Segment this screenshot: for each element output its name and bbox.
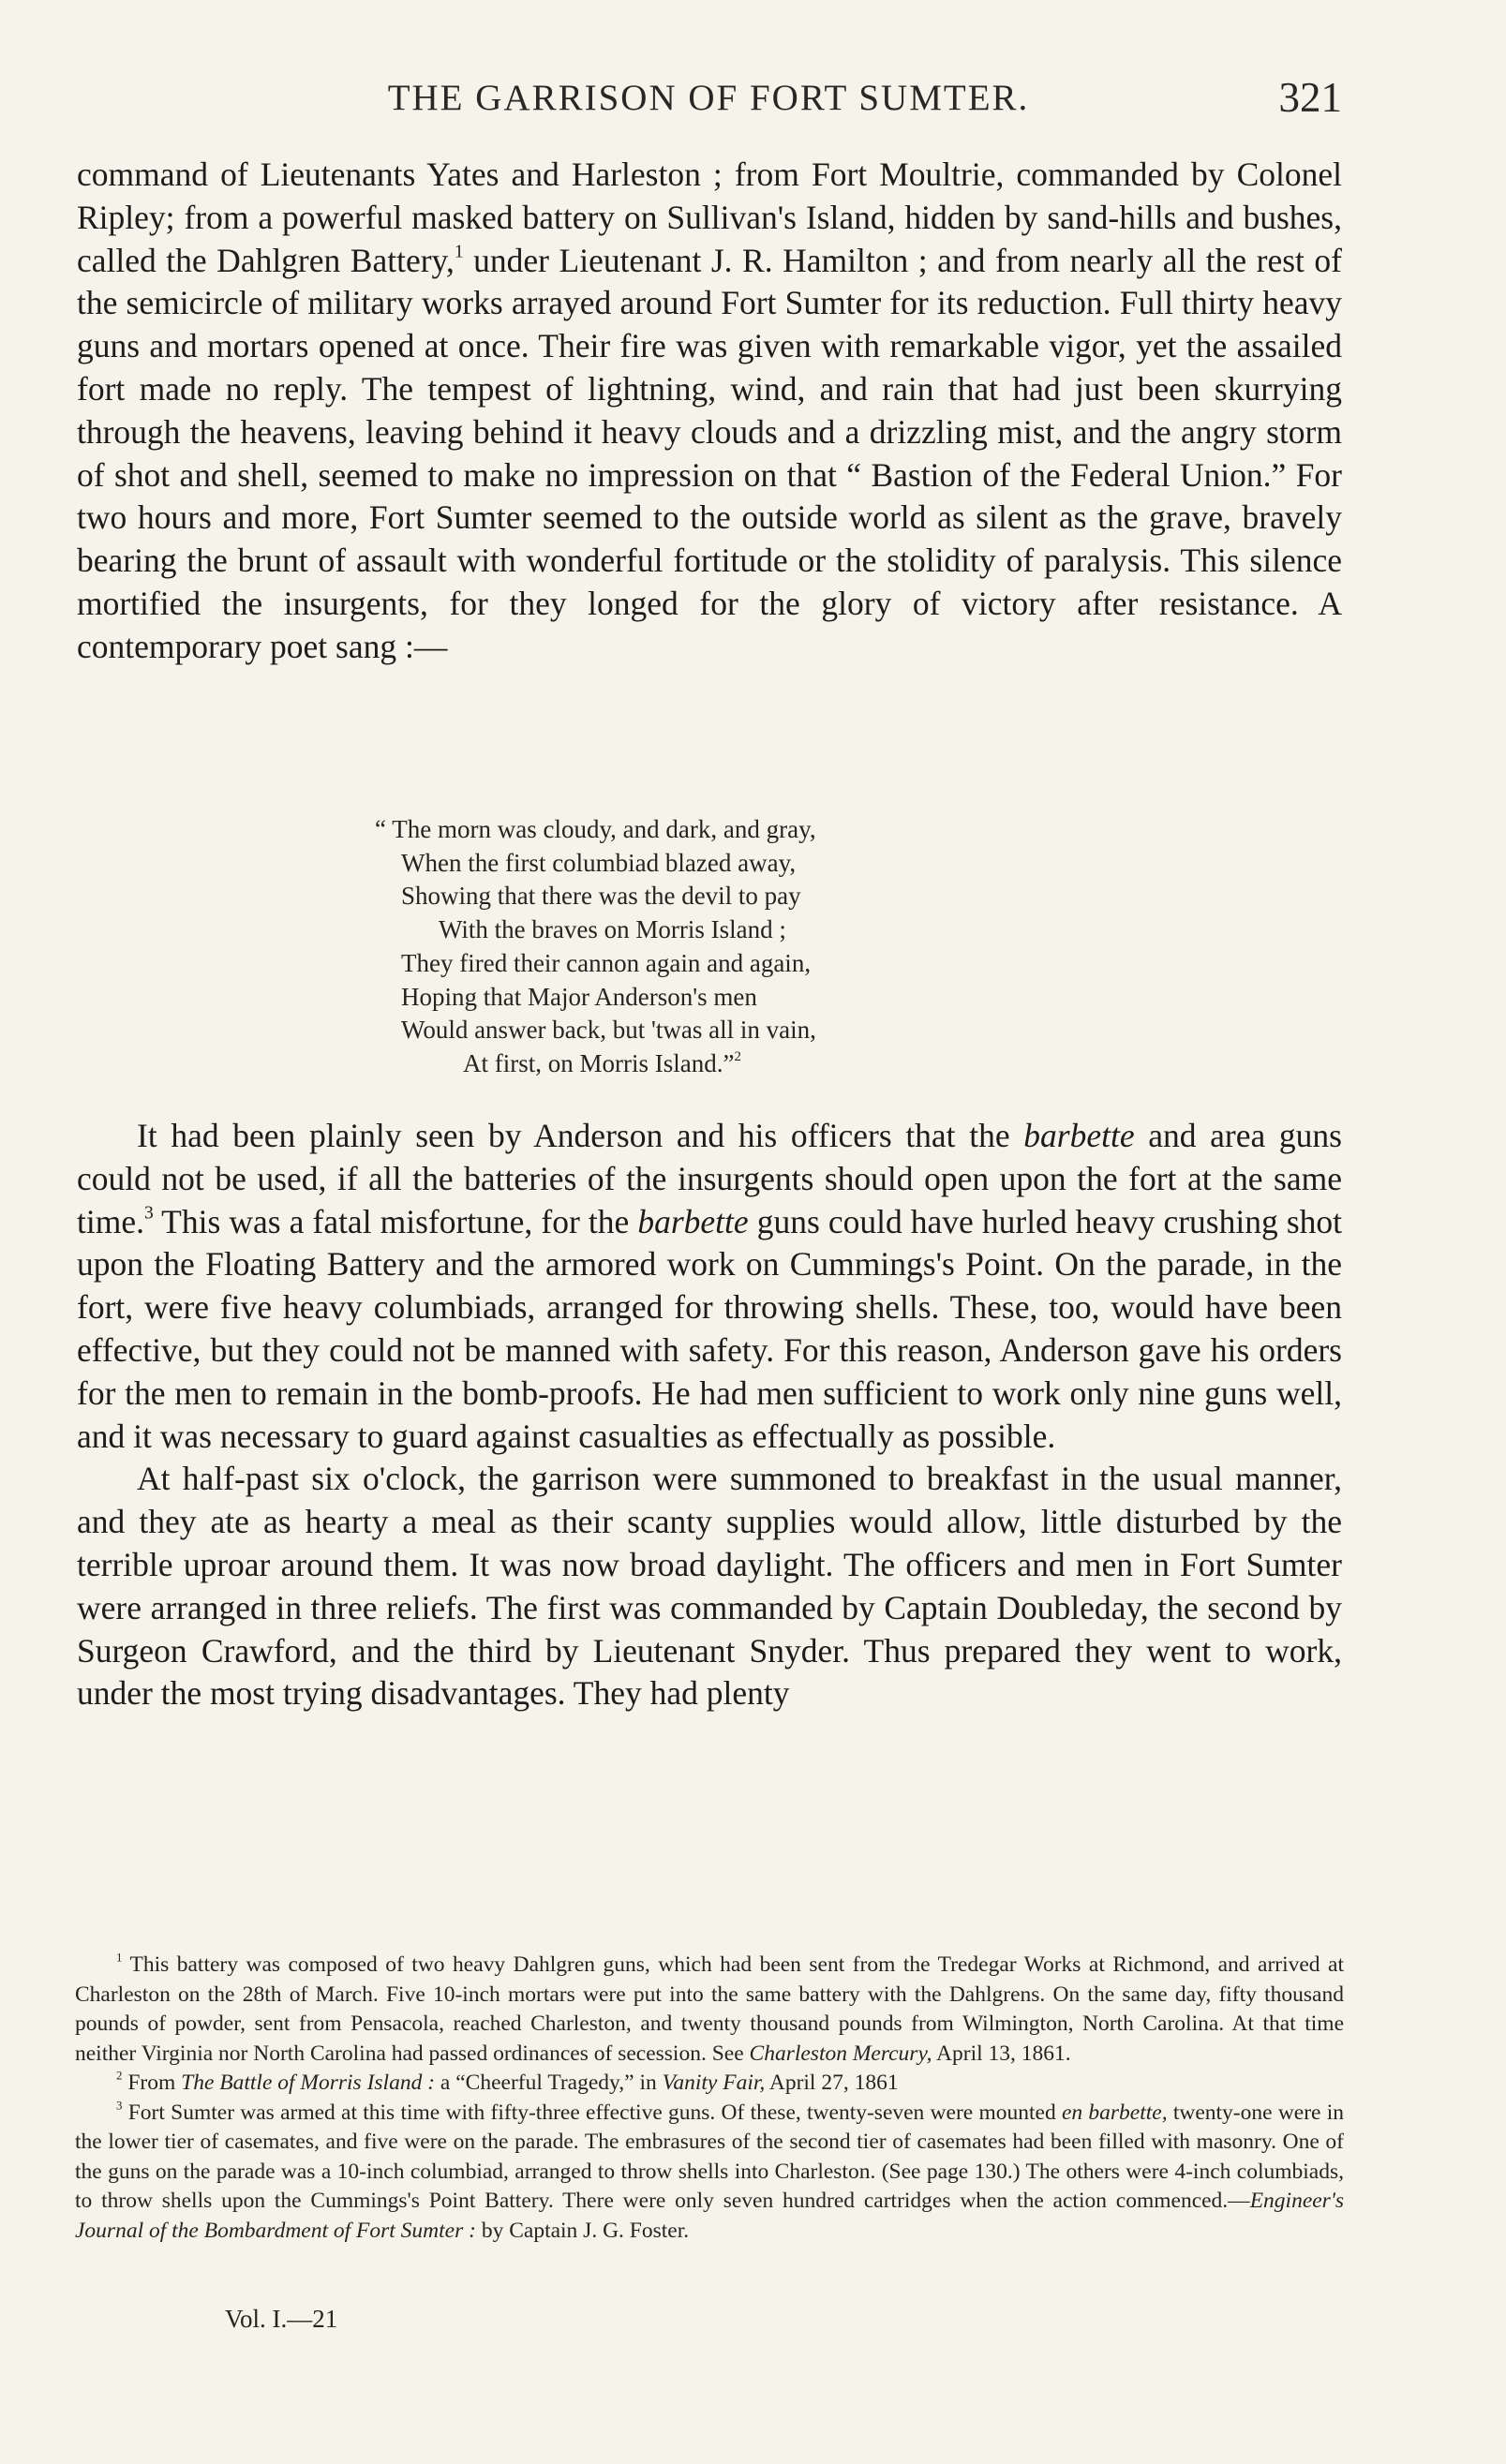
paragraph-text: and area guns could not be used, if all the batteries of the insurgents should open upon the fort at the same time. [77, 1117, 1342, 1240]
page-number: 321 [1278, 74, 1342, 121]
body-paragraph-1 [77, 154, 1342, 669]
footnote-number: 3 [116, 2098, 123, 2113]
footnotes [75, 1951, 1344, 2246]
poem-line: Would answer back, but 'twas all in vain, [401, 1016, 816, 1045]
italic-term: barbette [1023, 1117, 1135, 1154]
footnote-3 [75, 2099, 1344, 2247]
paragraph-text: under Lieutenant J. R. Hamilton ; and from nearly all the rest of the semicircle of military works arrayed around Fort Sumter for its reduction. Full thirty heavy guns and mortars opened at once. Their fire was given with remarkable vigor, yet the assailed fort made no reply. The tempest of lightning, wind, and rain that had just been skurrying through the heavens, leaving behind it heavy clouds and a drizzling mist, and the angry storm of shot and shell, seemed to make no impression on that “ Bastion of the Federal Union.” For two hours and more, Fort Sumter seemed to the outside world as silent as the grave, bravely bearing the brunt of assault with wonderful fortitude or the stolidity of paralysis. This silence mortified the insurgents, for they longed for the glory of victory after resistance. A contemporary poet sang :— [77, 241, 1342, 665]
footnote-text: Fort Sumter was armed at this time with fifty-three effective guns. Of these, twenty-seven were mounted [122, 2100, 1062, 2125]
body-paragraphs-2-3 [77, 1115, 1342, 1715]
paragraph-text: command of Lieutenants Yates and Harleston ; from Fort Moultrie, commanded by Colonel Ripley; from a powerful masked battery on Sullivan's Island, hidden by sand-hills and bushes, called the Dahlgren Battery, [77, 156, 1342, 279]
footnote-italic: The Battle of Morris Island : [181, 2071, 436, 2095]
poem-line: At first, on Morris Island.” [463, 1048, 735, 1077]
paragraph-text: guns could have hurled heavy crushing shot upon the Floating Battery and the armored work on Cummings's Point. On the parade, in the fort, were five heavy columbiads, arranged for throwing shells. These, too, would have been effective, but they could not be manned with safety. For this reason, Anderson gave his orders for the men to remain in the bomb-proofs. He had men sufficient to work only nine guns well, and it was necessary to guard against casualties as effectually as possible. [77, 1202, 1342, 1455]
signature-mark: Vol. I.—21 [225, 2305, 338, 2333]
running-header [75, 74, 1342, 133]
footnote-italic: Vanity Fair, [662, 2071, 766, 2095]
paragraph-text: It had been plainly seen by Anderson and his officers that the [137, 1117, 1024, 1154]
running-title: THE GARRISON OF FORT SUMTER. [387, 78, 1030, 118]
footnote-italic: Charleston Mercury, [749, 2041, 932, 2066]
footnote-number: 1 [116, 1950, 123, 1965]
italic-term: barbette [637, 1202, 749, 1240]
footnote-text: April 27, 1861 [765, 2071, 899, 2095]
footnote-text: This battery was composed of two heavy Dahlgren guns, which had been sent from the Tredegar Works at Richmond, and arrived at Charleston on the 28th of March. Five 10-inch mortars were put into the same battery with the Dahlgrens. On the same day, fifty thousand pounds of powder, sent from Pensacola, reached Charleston, and twenty thousand pounds from Wilmington, North Carolina. At that time neither Virginia nor North Carolina had passed ordinances of secession. See [75, 1952, 1344, 2066]
poem-line: They fired their cannon again and again, [401, 948, 812, 977]
footnote-1 [75, 1951, 1344, 2069]
footnote-text: twenty-one were in the lower tier of casemates, and five were on the parade. The embrasures of the second tier of casemates had been filled with masonry. One of the guns on the parade was a 10-inch columbiad, arranged to throw shells into Charleston. (See page 130.) The others were 4-inch columbiads, to throw shells upon the Cummings's Point Battery. There were only seven hundred cartridges when the action commenced.— [75, 2100, 1345, 2213]
footnote-text: by Captain J. G. Foster. [475, 2218, 690, 2243]
footnote-italic: en barbette, [1061, 2100, 1168, 2125]
body-paragraph-2 [77, 1115, 1342, 1458]
footnote-ref-3: 3 [143, 1202, 154, 1223]
poem-line: “ The morn was cloudy, and dark, and gray, [375, 815, 816, 843]
poem-line: Hoping that Major Anderson's men [401, 982, 757, 1011]
footnote-text: From [122, 2071, 182, 2095]
body-paragraph-3: At half-past six o'clock, the garrison were summoned to breakfast in the usual manner, and they ate as hearty a meal as their scanty supplies would allow, little disturbed by the terrible uproar around them. It was now broad daylight. The officers and men in Fort Sumter were arranged in three reliefs. The first was commanded by Captain Doubleday, the second by Surgeon Crawford, and the third by Lieutenant Snyder. Thus prepared they went to work, under the most trying disadvantages. They had plenty [77, 1460, 1342, 1713]
footnote-ref-1: 1 [454, 241, 464, 261]
poem-line: Showing that there was the devil to pay [401, 882, 801, 911]
poem-line: With the braves on Morris Island ; [439, 915, 786, 944]
footnote-2 [75, 2069, 1344, 2099]
footnote-ref-2: 2 [734, 1049, 741, 1065]
poem-line: When the first columbiad blazed away, [401, 848, 797, 877]
paragraph-text: This was a fatal misfortune, for the [153, 1202, 638, 1240]
footnote-number: 2 [116, 2068, 123, 2083]
poem-quote [375, 813, 1031, 1081]
footnote-text: April 13, 1861. [932, 2041, 1071, 2066]
poem-line-last [375, 1047, 1031, 1081]
footnote-text: a “Cheerful Tragedy,” in [435, 2071, 663, 2095]
footnote-italic: Engineer's Journal of the Bombardment of Fort Sumter : [75, 2189, 1344, 2243]
